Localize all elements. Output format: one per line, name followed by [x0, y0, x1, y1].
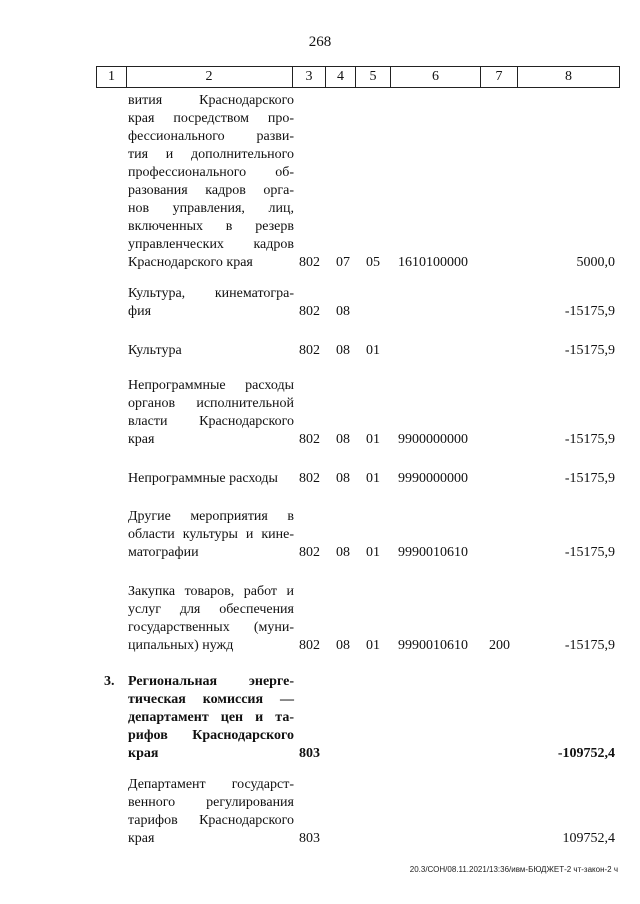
cell-c8: -15175,9 [564, 304, 615, 319]
description-line: края [128, 746, 159, 761]
row-number: 3. [104, 674, 115, 689]
description-line: разования кадров орга- [128, 183, 294, 198]
cell-c8: -15175,9 [564, 545, 615, 560]
header-cell: 6 [391, 66, 481, 88]
table-header [96, 66, 620, 87]
cell-c8: 5000,0 [576, 255, 615, 270]
row-description [128, 508, 294, 562]
row-description [128, 583, 294, 655]
cell-c5: 01 [366, 471, 380, 486]
cell-c4: 08 [336, 545, 350, 560]
cell-c5: 01 [366, 638, 380, 653]
description-line: департамент цен и та- [128, 710, 294, 725]
cell-c8: -15175,9 [564, 432, 615, 447]
cell-c4: 08 [336, 638, 350, 653]
description-line: органов исполнительной [128, 396, 294, 411]
cell-c3: 802 [299, 304, 320, 319]
header-cell: 4 [326, 66, 356, 88]
description-line: государственных (муни- [128, 620, 294, 635]
description-line: Культура [128, 343, 182, 358]
description-line: венного регулирования [128, 795, 294, 810]
description-line: управленческих кадров [128, 237, 294, 252]
description-line: рифов Краснодарского [128, 728, 294, 743]
description-line: Культура, кинематогра- [128, 286, 294, 301]
description-line: Региональная энерге- [128, 674, 294, 689]
description-line: включенных в резерв [128, 219, 294, 234]
cell-c8: -15175,9 [564, 638, 615, 653]
cell-c8: 109752,4 [562, 831, 615, 846]
header-cell: 5 [356, 66, 391, 88]
description-line: края [128, 432, 155, 447]
cell-c3: 802 [299, 343, 320, 358]
description-line: Закупка товаров, работ и [128, 584, 294, 599]
cell-c3: 802 [299, 255, 320, 270]
cell-c6: 9990010610 [398, 638, 468, 653]
header-cell: 8 [518, 66, 620, 88]
row-description [128, 673, 294, 763]
description-line: тия и дополнительного [128, 147, 294, 162]
description-line: края посредством про- [128, 111, 294, 126]
description-line: профессионального об- [128, 165, 294, 180]
description-line: Другие мероприятия в [128, 509, 294, 524]
description-line: Непрограммные расходы [128, 378, 294, 393]
cell-c8: -109752,4 [557, 746, 615, 761]
cell-c3: 803 [299, 746, 320, 761]
description-line: Непрограммные расходы [128, 471, 278, 486]
row-description [128, 776, 294, 848]
cell-c5: 01 [366, 343, 380, 358]
description-line: Краснодарского края [128, 255, 253, 270]
cell-c5: 01 [366, 432, 380, 447]
description-line: матографии [128, 545, 199, 560]
description-line: услуг для обеспечения [128, 602, 294, 617]
row-description [128, 377, 294, 449]
cell-c4: 08 [336, 471, 350, 486]
description-line: нов управления, лиц, [128, 201, 294, 216]
description-line: области культуры и кине- [128, 527, 294, 542]
header-cell: 2 [126, 66, 293, 88]
footer-code: 20.3/СОН/08.11.2021/13:36/ивм-БЮДЖЕТ-2 чт-закон-2 ч [409, 865, 618, 874]
description-line: края [128, 831, 155, 846]
row-description [128, 342, 294, 360]
cell-c3: 802 [299, 638, 320, 653]
description-line: фия [128, 304, 152, 319]
cell-c4: 08 [336, 343, 350, 358]
cell-c3: 802 [299, 432, 320, 447]
cell-c6: 9990010610 [398, 545, 468, 560]
cell-c3: 802 [299, 471, 320, 486]
description-line: тарифов Краснодарского [128, 813, 294, 828]
description-line: Департамент государст- [128, 777, 294, 792]
cell-c3: 803 [299, 831, 320, 846]
cell-c5: 01 [366, 545, 380, 560]
page-number: 268 [308, 34, 332, 50]
cell-c8: -15175,9 [564, 343, 615, 358]
description-line: ципальных) нужд [128, 638, 234, 653]
cell-c6: 1610100000 [398, 255, 468, 270]
description-line: фессионального разви- [128, 129, 294, 144]
description-line: вития Краснодарского [128, 93, 294, 108]
row-description [128, 92, 294, 272]
cell-c6: 9900000000 [398, 432, 468, 447]
cell-c7: 200 [489, 638, 510, 653]
cell-c5: 05 [366, 255, 380, 270]
row-description [128, 285, 294, 321]
cell-c6: 9990000000 [398, 471, 468, 486]
row-description [128, 470, 294, 488]
header-cell: 3 [293, 66, 326, 88]
cell-c4: 08 [336, 304, 350, 319]
description-line: тическая комиссия — [128, 692, 294, 707]
description-line: власти Краснодарского [128, 414, 294, 429]
header-cell: 1 [96, 66, 127, 88]
header-cell: 7 [481, 66, 518, 88]
cell-c4: 07 [336, 255, 350, 270]
cell-c4: 08 [336, 432, 350, 447]
cell-c8: -15175,9 [564, 471, 615, 486]
cell-c3: 802 [299, 545, 320, 560]
